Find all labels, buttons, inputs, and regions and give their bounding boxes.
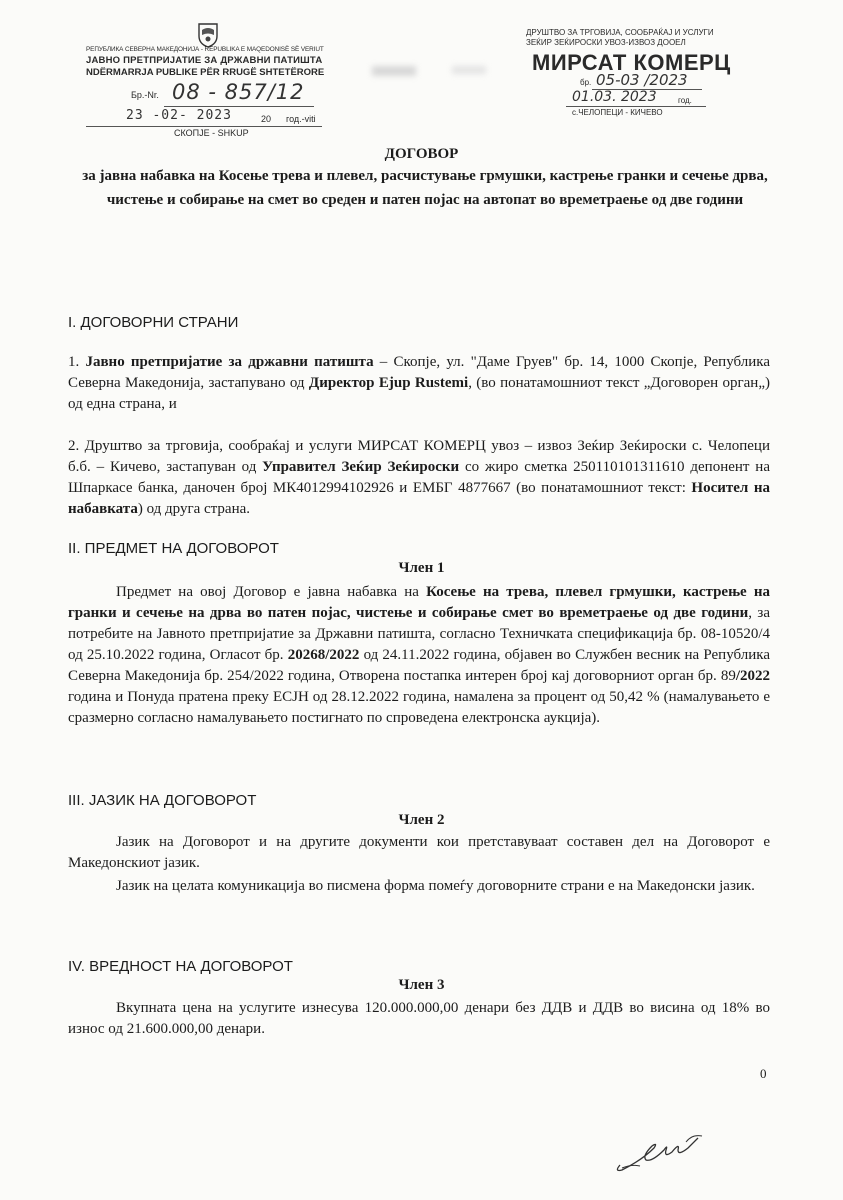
stamp-right-date: 01.03. 2023 (572, 89, 657, 105)
article1-year: /2022 (735, 668, 770, 684)
document-subtitle: за јавна набавка на Косење трева и плевел, расчистување грмушки, кастрење гранки и сечење дрва, чистење и собирање на смет во среден и патен појас на автопат во времетраење од две години (82, 168, 768, 208)
stamp-right-place: с.ЧЕЛОПЕЦИ - КИЧЕВО (572, 108, 663, 117)
stamp-left-year-prefix: 20 (261, 114, 272, 124)
article1-subject: Косење на трева, плевел грмушки, кастрење на гранки и сечење на дрва во патен појас, чистење и собирање смет во времетраење од две години (68, 584, 770, 621)
document-title: ДОГОВОР (384, 146, 459, 162)
handwritten-signature-icon (612, 1120, 722, 1180)
article1-text2: , за потребите на Јавното претпријатие за Државни патишта, согласно Техничката спецификација бр. 08-10520/4 од 25.10.2022 година, Огласот бр. (68, 605, 770, 663)
party1-paragraph (68, 352, 770, 415)
article2-heading: Член 2 (398, 812, 445, 828)
party1-representative: Директор Ejup Rustemi (308, 375, 469, 391)
party2-representative: Управител Зеќир Зеќироски (262, 459, 460, 475)
stamp-right-number-label: бр. (580, 78, 592, 87)
coat-of-arms-icon (196, 22, 220, 48)
article1-heading: Член 1 (398, 560, 445, 576)
stamp-left-city: СКОПЈЕ - SHKUP (174, 128, 249, 138)
stamp-left-line1: РЕПУБЛИКА СЕВЕРНА МАКЕДОНИЈА - REPUBLIKA E MAQEDONISË SË VERIUT (86, 46, 324, 53)
party2-text2: со жиро сметка 250110101311610 депонент на Шпаркасе банка, даночен број МК4012994102926 и ЕМБГ 4877667 (во понатамошниот текст: (68, 459, 770, 496)
stamp-right-line1: ДРУШТВО ЗА ТРГОВИЈА, СООБРАЌАЈ И УСЛУГИ (526, 28, 714, 37)
stamp-left-line3: NDËRMARRJA PUBLIKE PËR RRUGË SHTETËRORE (86, 67, 325, 78)
party1-number: 1. (68, 354, 80, 370)
section1-heading: I. ДОГОВОРНИ СТРАНИ (68, 314, 239, 331)
party2-text3: ) од друга страна. (137, 501, 251, 517)
section2-heading: II. ПРЕДМЕТ НА ДОГОВОРОТ (68, 540, 279, 557)
party2-text1: Друштво за трговија, сообраќај и услуги МИРСАТ КОМЕРЦ увоз – извоз Зеќир Зеќироски с. Челопеци б.б. – Кичево, застапуван од (68, 438, 770, 475)
section3-heading: III. ЈАЗИК НА ДОГОВОРОТ (68, 792, 257, 809)
article1-text4: година и Понуда пратена преку ЕСЈН од 28.12.2022 година, намалена за процент од 50,42 % (намалувањето е сразмерно согласно намалувањето постигнато по спроведена електронска аукција). (68, 689, 770, 726)
article3-heading: Член 3 (398, 977, 445, 993)
article3-paragraph: Вкупната цена на услугите изнесува 120.000.000,00 денари без ДДВ и ДДВ во висина од 18% во износ од 21.600.000,00 денари. (68, 1000, 770, 1037)
article1-text3: од 24.11.2022 година, објавен во Службен весник на Република Северна Македонија бр. 254/2022 година, Отворена постапка интерен број кај договорниот орган бр. 89 (68, 647, 770, 684)
stamp-right-company-name: МИРСАТ КОМЕРЦ (532, 50, 731, 75)
stamp-right-year-label: год. (678, 96, 692, 105)
stamp-right-number-value: 05-03 /2023 (596, 71, 688, 89)
stamp-left-number-value: 08 - 857/12 (172, 80, 305, 104)
party2-role: Носител на набавката (68, 480, 770, 517)
stamp-left-line2: ЈАВНО ПРЕТПРИЈАТИЕ ЗА ДРЖАВНИ ПАТИШТА (86, 55, 323, 66)
article1-text1: Предмет на овој Договор е јавна набавка на (116, 584, 427, 600)
article1-paragraph (68, 582, 770, 729)
article2-paragraph1: Јазик на Договорот и на другите документи кои претставуваат составен дел на Договорот е Македонскиот јазик. (68, 834, 770, 871)
party2-paragraph (68, 436, 770, 520)
stamp-left-date: 23 -02- 2023 (126, 108, 232, 123)
party1-name: Јавно претпријатие за државни патишта (85, 354, 374, 370)
article1-notice-number: 20268/2022 (287, 647, 360, 663)
stamp-right-line2: ЗЕЌИР ЗЕЌИРОСКИ УВОЗ-ИЗВОЗ ДООЕЛ (526, 38, 686, 47)
stamp-left-year-suffix: год.-viti (286, 114, 316, 124)
page-number: 0 (760, 1066, 767, 1081)
article2-paragraph2: Јазик на целата комуникација во писмена форма помеѓу договорните страни е на Македонски јазик. (116, 878, 755, 894)
stamp-left-number-label: Бр.-Nr. (131, 90, 159, 100)
party1-text1: – Скопје, ул. "Даме Груев" бр. 14, 1000 Скопје, Република Северна Македонија, застапувано од (68, 354, 771, 391)
party1-text2: , (во понатамошниот текст „Договорен орган„) од една страна, и (68, 375, 770, 412)
section4-heading: IV. ВРЕДНОСТ НА ДОГОВОРОТ (68, 958, 293, 975)
party2-number: 2. (68, 438, 80, 454)
